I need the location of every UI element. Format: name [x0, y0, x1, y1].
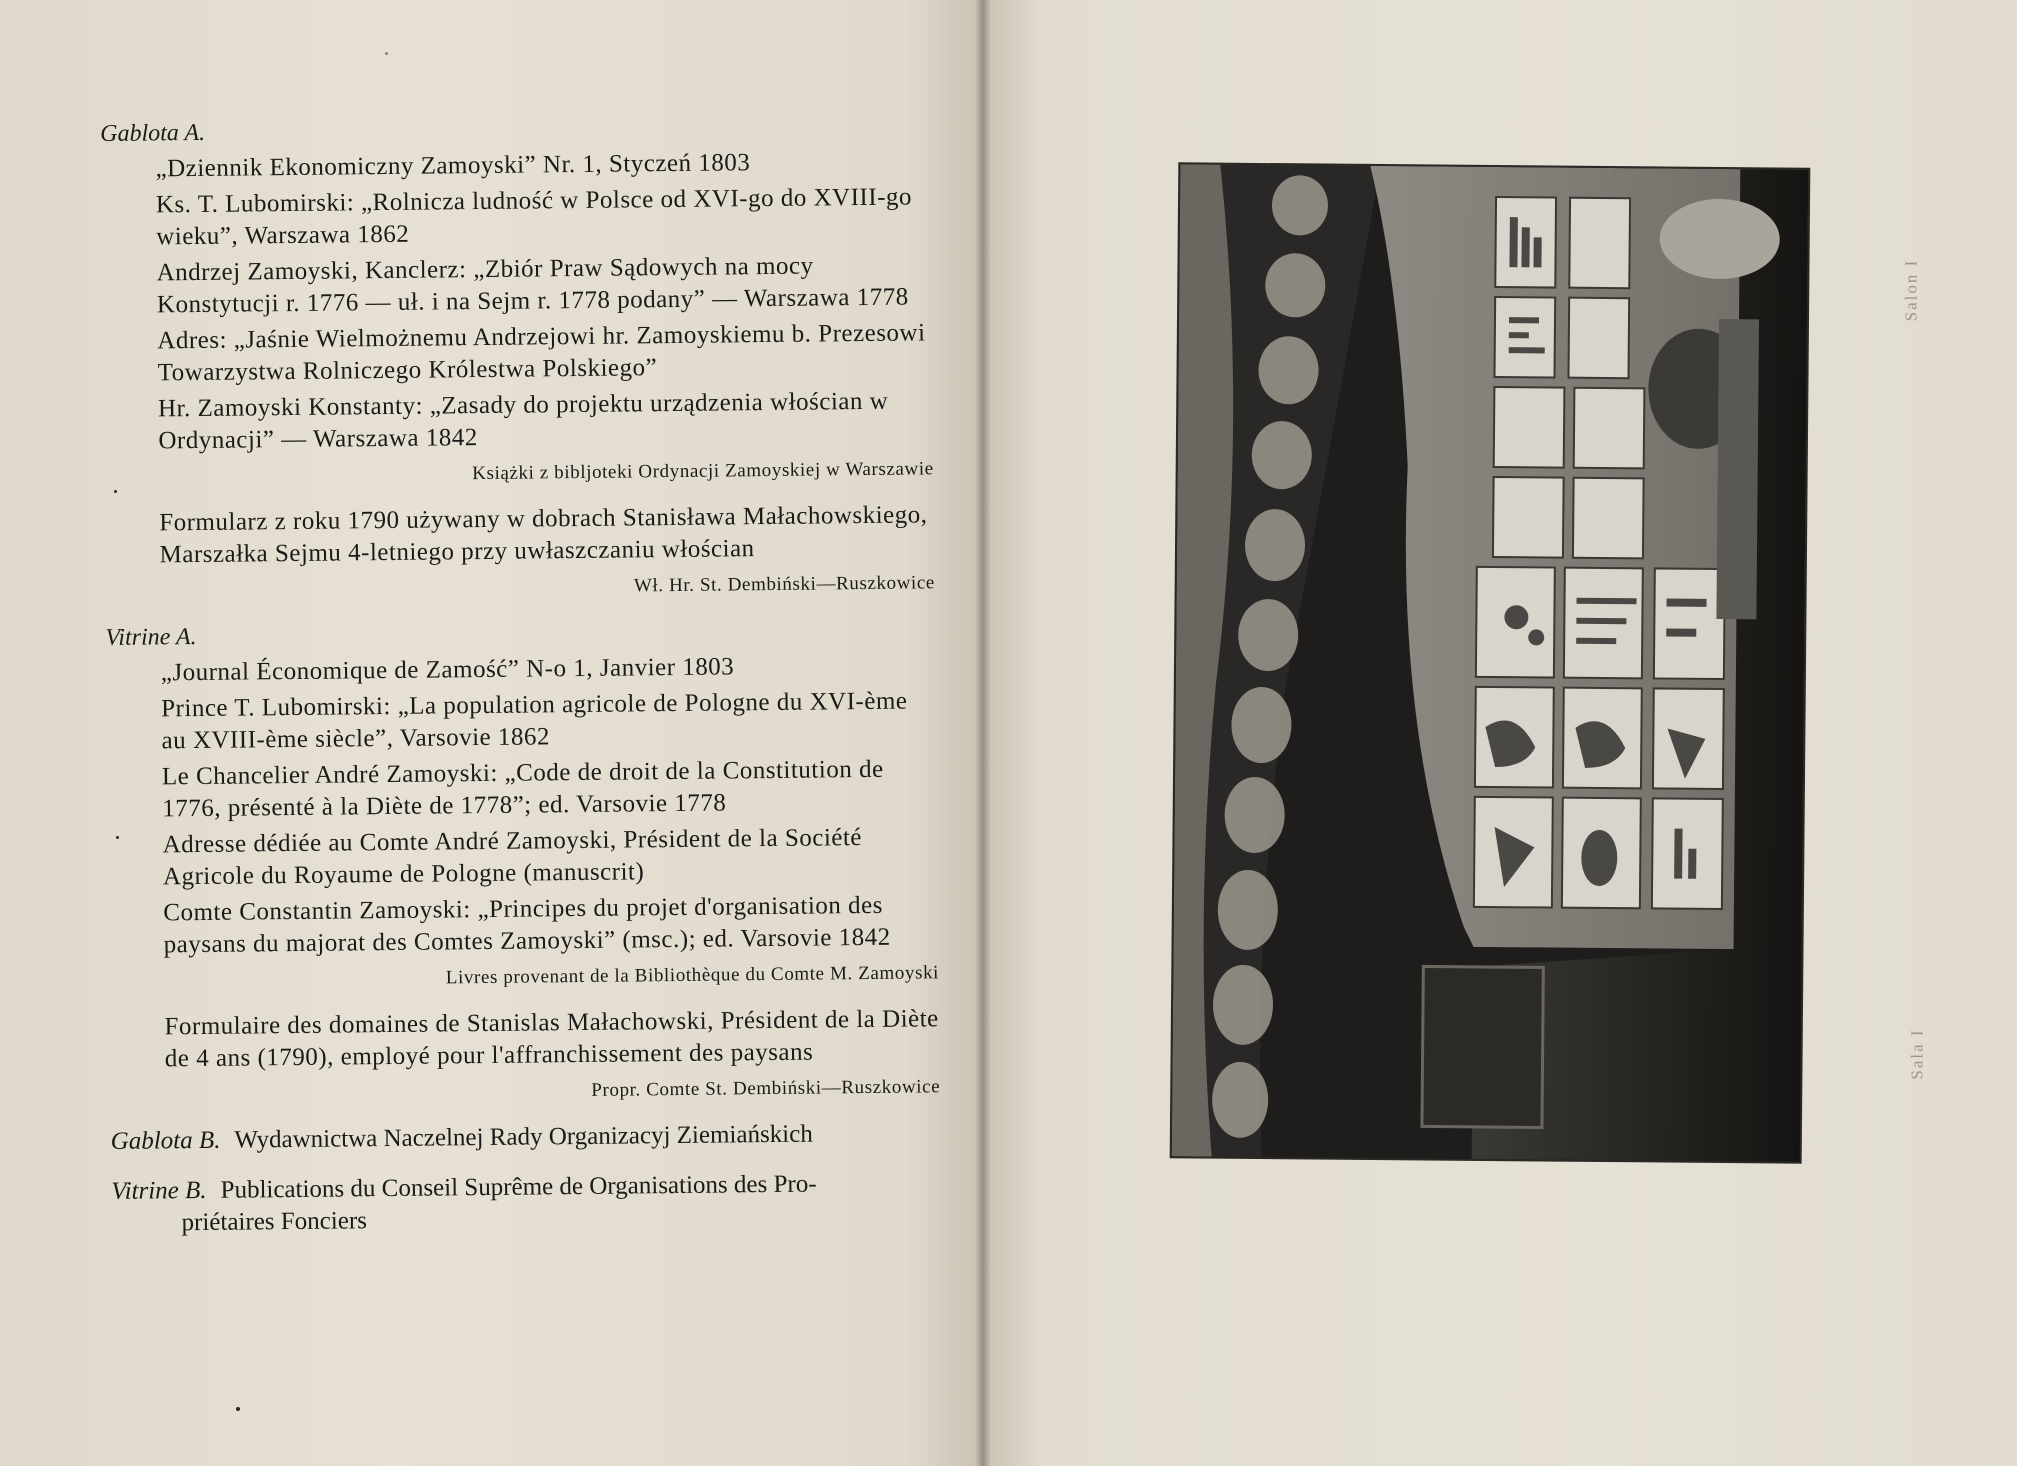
gablota-a-entry-5: Hr. Zamoyski Konstanty: „Zasady do projektu urządzenia włościan w Ordynacji” — Warszawa 1842 — [157, 387, 889, 455]
gablota-a-formularz: Formularz z roku 1790 używany w dobrach Stanisława Małachowskiego, Marszałka Sejmu 4-letniego przy uwłaszczaniu włościan — [159, 501, 928, 569]
paper-speck — [116, 836, 119, 839]
gablota-a-heading: Gablota A. — [100, 119, 206, 147]
paper-speck — [385, 52, 388, 55]
vitrine-a-formulaire: Formulaire des domaines de Stanislas Małachowski, Président de la Diète de 4 ans (1790), employé pour l'affranchissement des paysans — [164, 1005, 939, 1073]
catalogue-text — [100, 109, 942, 1244]
vitrine-b-line — [111, 1167, 942, 1240]
vitrine-b-text-2: priétaires Fonciers — [181, 1207, 368, 1237]
photo-rendering — [1172, 164, 1809, 1161]
margin-label-sala: Sala I — [1907, 1028, 1927, 1080]
exhibition-hall-photo — [1172, 164, 1809, 1161]
vitrine-b-heading: Vitrine B. — [111, 1176, 207, 1205]
vitrine-a-source-1: Livres provenant de la Bibliothèque du Comte M. Zamoyski — [445, 962, 940, 989]
paper-speck — [114, 490, 117, 493]
book-gutter — [975, 0, 991, 1466]
gablota-b-heading: Gablota B. — [110, 1126, 221, 1155]
gablota-a-entry-4: Adres: „Jaśnie Wielmożnemu Andrzejowi hr. Zamoyskiemu b. Prezesowi Towarzystwa Rolniczego Królestwa Polskiego” — [157, 319, 926, 387]
vitrine-a-source-2: Propr. Comte St. Dembiński—Ruszkowice — [591, 1076, 941, 1101]
vitrine-a-entry-4: Adresse dédiée au Comte André Zamoyski, Président de la Société Agricole du Royaume de Pologne (manuscrit) — [162, 824, 863, 891]
gablota-a-entry-3: Andrzej Zamoyski, Kanclerz: „Zbiór Praw Sądowych na mocy Konstytucji r. 1776 — uł. i na Sejm r. 1778 podany” — Warszawa 1778 — [156, 252, 909, 319]
display-table — [1716, 319, 1759, 619]
gablota-a-source-2: Wł. Hr. St. Dembiński—Ruszkowice — [633, 572, 936, 597]
gablota-a-source-1: Książki z bibljoteki Ordynacji Zamoyskiej w Warszawie — [472, 458, 934, 485]
vitrine-b-text-1: Publications du Conseil Suprême de Organisations des Pro- — [220, 1170, 817, 1204]
vitrine-a-entry-1: „Journal Économique de Zamość” N-o 1, Janvier 1803 — [160, 653, 735, 687]
gablota-a-entry-2: Ks. T. Lubomirski: „Rolnicza ludność w Polsce od XVI-go do XVIII-go wieku”, Warszawa 1862 — [155, 183, 913, 251]
paper-speck — [236, 1407, 240, 1411]
gablota-b-text: Wydawnictwa Naczelnej Rady Organizacyj Ziemiańskich — [234, 1120, 813, 1154]
vitrine-a-entry-5: Comte Constantin Zamoyski: „Principes du projet d'organisation des paysans du majorat des Comtes Zamoyski” (msc.); ed. Varsovie 1842 — [163, 891, 891, 959]
left-page — [0, 0, 983, 1466]
vitrine-a-heading: Vitrine A. — [105, 624, 197, 651]
vitrine-a-entry-2: Prince T. Lubomirski: „La population agricole de Pologne du XVI-ème au XVIII-ème siècle”, Varsovie 1862 — [161, 687, 908, 755]
display-cabinet — [1422, 966, 1543, 1127]
gablota-a-entry-1: „Dziennik Ekonomiczny Zamoyski” Nr. 1, Styczeń 1803 — [155, 149, 751, 183]
gablota-b-line — [111, 1117, 941, 1158]
margin-label-salon: Salon I — [1901, 258, 1921, 322]
vitrine-a-entry-3: Le Chancelier André Zamoyski: „Code de droit de la Constitution de 1776, présenté à la Diète de 1778”; ed. Varsovie 1778 — [161, 755, 884, 823]
